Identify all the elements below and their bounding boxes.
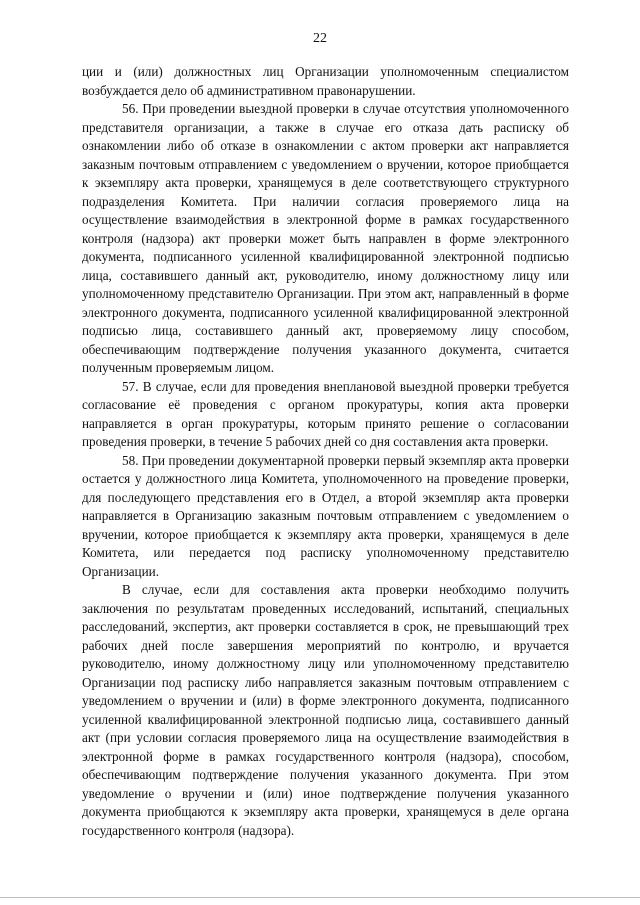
paragraph-58: 58. При проведении документарной проверки первый экземпляр акта проверки остается у должностного лица Комитета, уполномоченного на проведение проверки, для последующего представления его в Отдел, а второй экземпляр акта проверки направляется в Организацию заказным почтовым отправлением с уведомлением о вручении, которое приобщается к экземпляру акта проверки, хранящемуся в деле Комитета, или передается под расписку уполномоченному представителю Организации. [82,452,569,579]
body-text [82,63,569,840]
paragraph-57: 57. В случае, если для проведения внеплановой выездной проверки требуется согласование её проведения с органом прокуратуры, копия акта проверки направляется в орган прокуратуры, которым принято решение о согласовании проведения проверки, в течение 5 рабочих дней со дня составления акта проверки. [82,378,569,449]
paragraph-56: 56. При проведении выездной проверки в случае отсутствия уполномоченного представителя организации, а также в случае его отказа дать расписку об ознакомлении либо об отказе в ознакомлении с актом проверки акт направляется заказным почтовым отправлением с уведомлением о вручении, которое приобщается к экземпляру акта проверки, хранящемуся в деле соответствующего структурного подразделения Комитета. При наличии согласия проверяемого лица на осуществление взаимодействия в электронной форме в рамках государственного контроля (надзора) акт проверки может быть направлен в форме электронного документа, подписанного усиленной квалифицированной электронной подписью лица, составившего данный акт, руководителю, иному должностному лицу или уполномоченному представителю Организации. При этом акт, направленный в форме электронного документа, подписанного усиленной квалифицированной электронной подписью лица, составившего данный акт, проверяемому лицу способом, обеспечивающим подтверждение получения указанного документа, считается полученным проверяемым лицом. [82,101,569,375]
page-number: 22 [313,31,327,46]
paragraph-extra-conditions: В случае, если для составления акта проверки необходимо получить заключения по результатам проведенных исследований, испытаний, специальных расследований, экспертиз, акт проверки составляется в срок, не превышающий трех рабочих дней после завершения мероприятий по контролю, и вручается руководителю, иному должностному лицу или уполномоченному представителю Организации под расписку либо направляется заказным почтовым отправлением с уведомлением о вручении и (или) в форме электронного документа, подписанного усиленной квалифицированной электронной подписью лица, составившего данный акт (при условии согласия проверяемого лица на осуществление взаимодействия в электронной форме в рамках государственного контроля (надзора), способом, обеспечивающим подтверждение получения указанного документа. При этом уведомление о вручении и (или) иное подтверждение получения указанного документа приобщаются к экземпляру акта проверки, хранящемуся в деле органа государственного контроля (надзора). [82,582,569,838]
page-bottom-edge [0,897,640,898]
paragraph-continuation: ции и (или) должностных лиц Организации уполномоченным специалистом возбуждается дело об административном правонарушении. [82,64,569,98]
